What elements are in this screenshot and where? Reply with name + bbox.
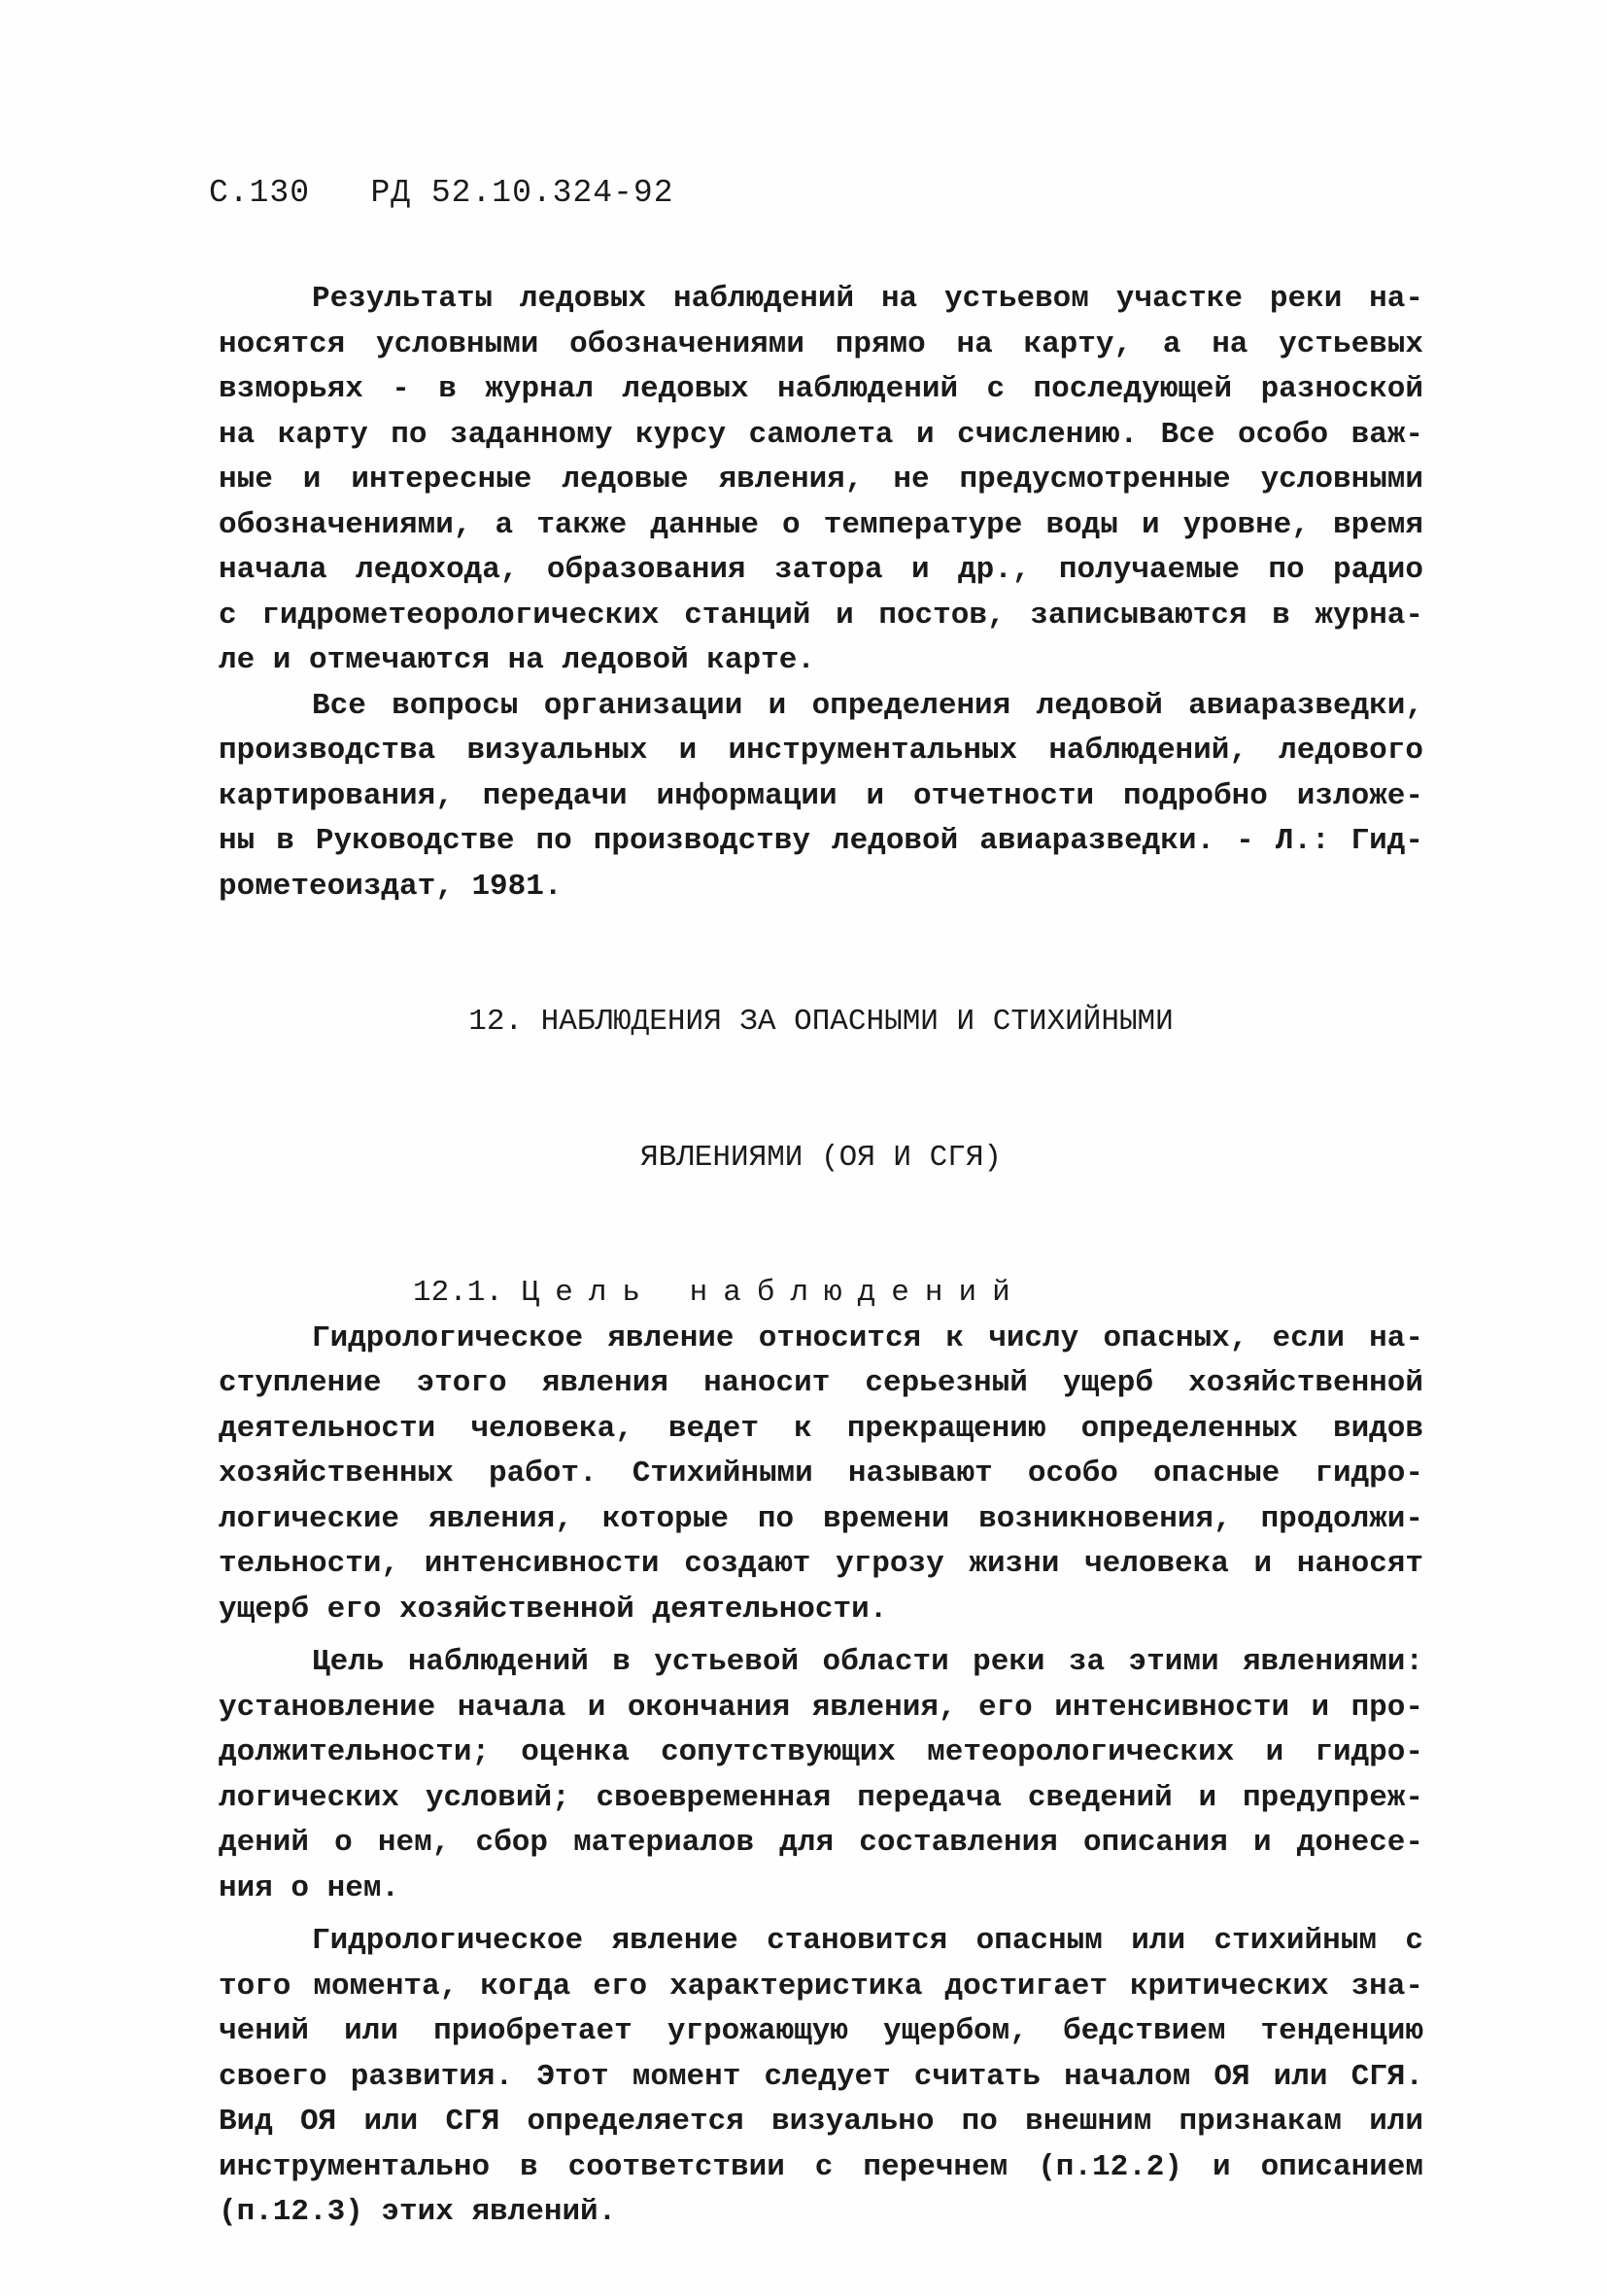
paragraph-onset	[219, 1919, 1423, 2236]
text-line: хозяйственных работ. Стихийными называют особо опасные гидро-	[219, 1456, 1423, 1491]
section-title-line: 12. НАБЛЮДЕНИЯ ЗА ОПАСНЫМИ И СТИХИЙНЫМИ	[468, 1005, 1174, 1039]
text-line: чений или приобретает угрожающую ущербом, бедствием тенденцию	[219, 2014, 1423, 2048]
text-line: тельности, интенсивности создают угрозу жизни человека и наносят	[219, 1547, 1423, 1581]
subsection-title	[219, 1271, 1423, 1317]
text-line: начала ледохода, образования затора и др., получаемые по радио	[219, 553, 1423, 587]
text-line: носятся условными обозначениями прямо на карту, а на устьевых	[219, 326, 1423, 361]
text-line: деятельности человека, ведет к прекращению определенных видов	[219, 1411, 1423, 1446]
text-line: Результаты ледовых наблюдений на устьевом участке реки на-	[312, 282, 1423, 316]
text-line: взморьях - в журнал ледовых наблюдений с последующей разноской	[219, 372, 1423, 406]
text-line: логических условий; своевременная передача сведений и предупреж-	[219, 1780, 1423, 1815]
text-line: с гидрометеорологических станций и постов, записываются в журна-	[219, 598, 1423, 633]
paragraph-definition	[219, 1317, 1423, 1633]
text-line: Вид ОЯ или СГЯ определяется визуально по внешним признакам или	[219, 2105, 1423, 2139]
text-line: Гидрологическое явление становится опасным или стихийным с	[312, 1924, 1423, 1958]
text-line: производства визуальных и инструментальных наблюдений, ледового	[219, 734, 1423, 768]
text-line: установление начала и окончания явления, его интенсивности и про-	[219, 1690, 1423, 1725]
text-line: (п.12.3) этих явлений.	[219, 2195, 617, 2229]
text-line: ущерб его хозяйственной деятельности.	[219, 1592, 888, 1627]
text-line: ле и отмечаются на ледовой карте.	[219, 643, 815, 677]
text-line: на карту по заданному курсу самолета и счислению. Все особо важ-	[219, 417, 1423, 452]
text-line: Гидрологическое явление относится к числу опасных, если на-	[312, 1320, 1423, 1355]
body-text	[219, 277, 1423, 2236]
section-title	[219, 909, 1423, 1271]
text-line: своего развития. Этот момент следует считать началом ОЯ или СГЯ.	[219, 2059, 1423, 2094]
subsection-heading: Цель наблюдений	[521, 1276, 1026, 1310]
page-header	[209, 175, 674, 211]
text-line: обозначениями, а также данные о температуре воды и уровне, время	[219, 507, 1423, 542]
text-line: того момента, когда его характеристика достигает критических зна-	[219, 1969, 1423, 2004]
text-line: логические явления, которые по времени возникновения, продолжи-	[219, 1501, 1423, 1536]
document-code: РД 52.10.324-92	[370, 175, 674, 211]
text-line: ные и интересные ледовые явления, не предусмотренные условными	[219, 463, 1423, 497]
section-title-line: ЯВЛЕНИЯМИ (ОЯ И СГЯ)	[639, 1140, 1003, 1175]
text-line: Цель наблюдений в устьевой области реки за этими явлениями:	[312, 1645, 1423, 1679]
text-line: Все вопросы организации и определения ледовой авиаразведки,	[312, 688, 1423, 723]
text-line: ны в Руководстве по производству ледовой авиаразведки. - Л.: Гид-	[219, 824, 1423, 858]
text-line: должительности; оценка сопутствующих метеорологических и гидро-	[219, 1735, 1423, 1769]
page-number: С.130	[209, 175, 311, 211]
text-line: ния о нем.	[219, 1870, 400, 1905]
text-line: ступление этого явления наносит серьезный ущерб хозяйственной	[219, 1366, 1423, 1400]
text-line: инструментально в соответствии с перечнем (п.12.2) и описанием	[219, 2149, 1423, 2184]
text-line: рометеоиздат, 1981.	[219, 869, 563, 904]
text-line: дений о нем, сбор материалов для составления описания и донесе-	[219, 1826, 1423, 1860]
paragraph-goal	[219, 1640, 1423, 1911]
paragraph-reference	[219, 684, 1423, 910]
subsection-number: 12.1.	[413, 1276, 504, 1310]
text-line: картирования, передачи информации и отчетности подробно изложе-	[219, 778, 1423, 813]
paragraph-ice-results	[219, 277, 1423, 684]
